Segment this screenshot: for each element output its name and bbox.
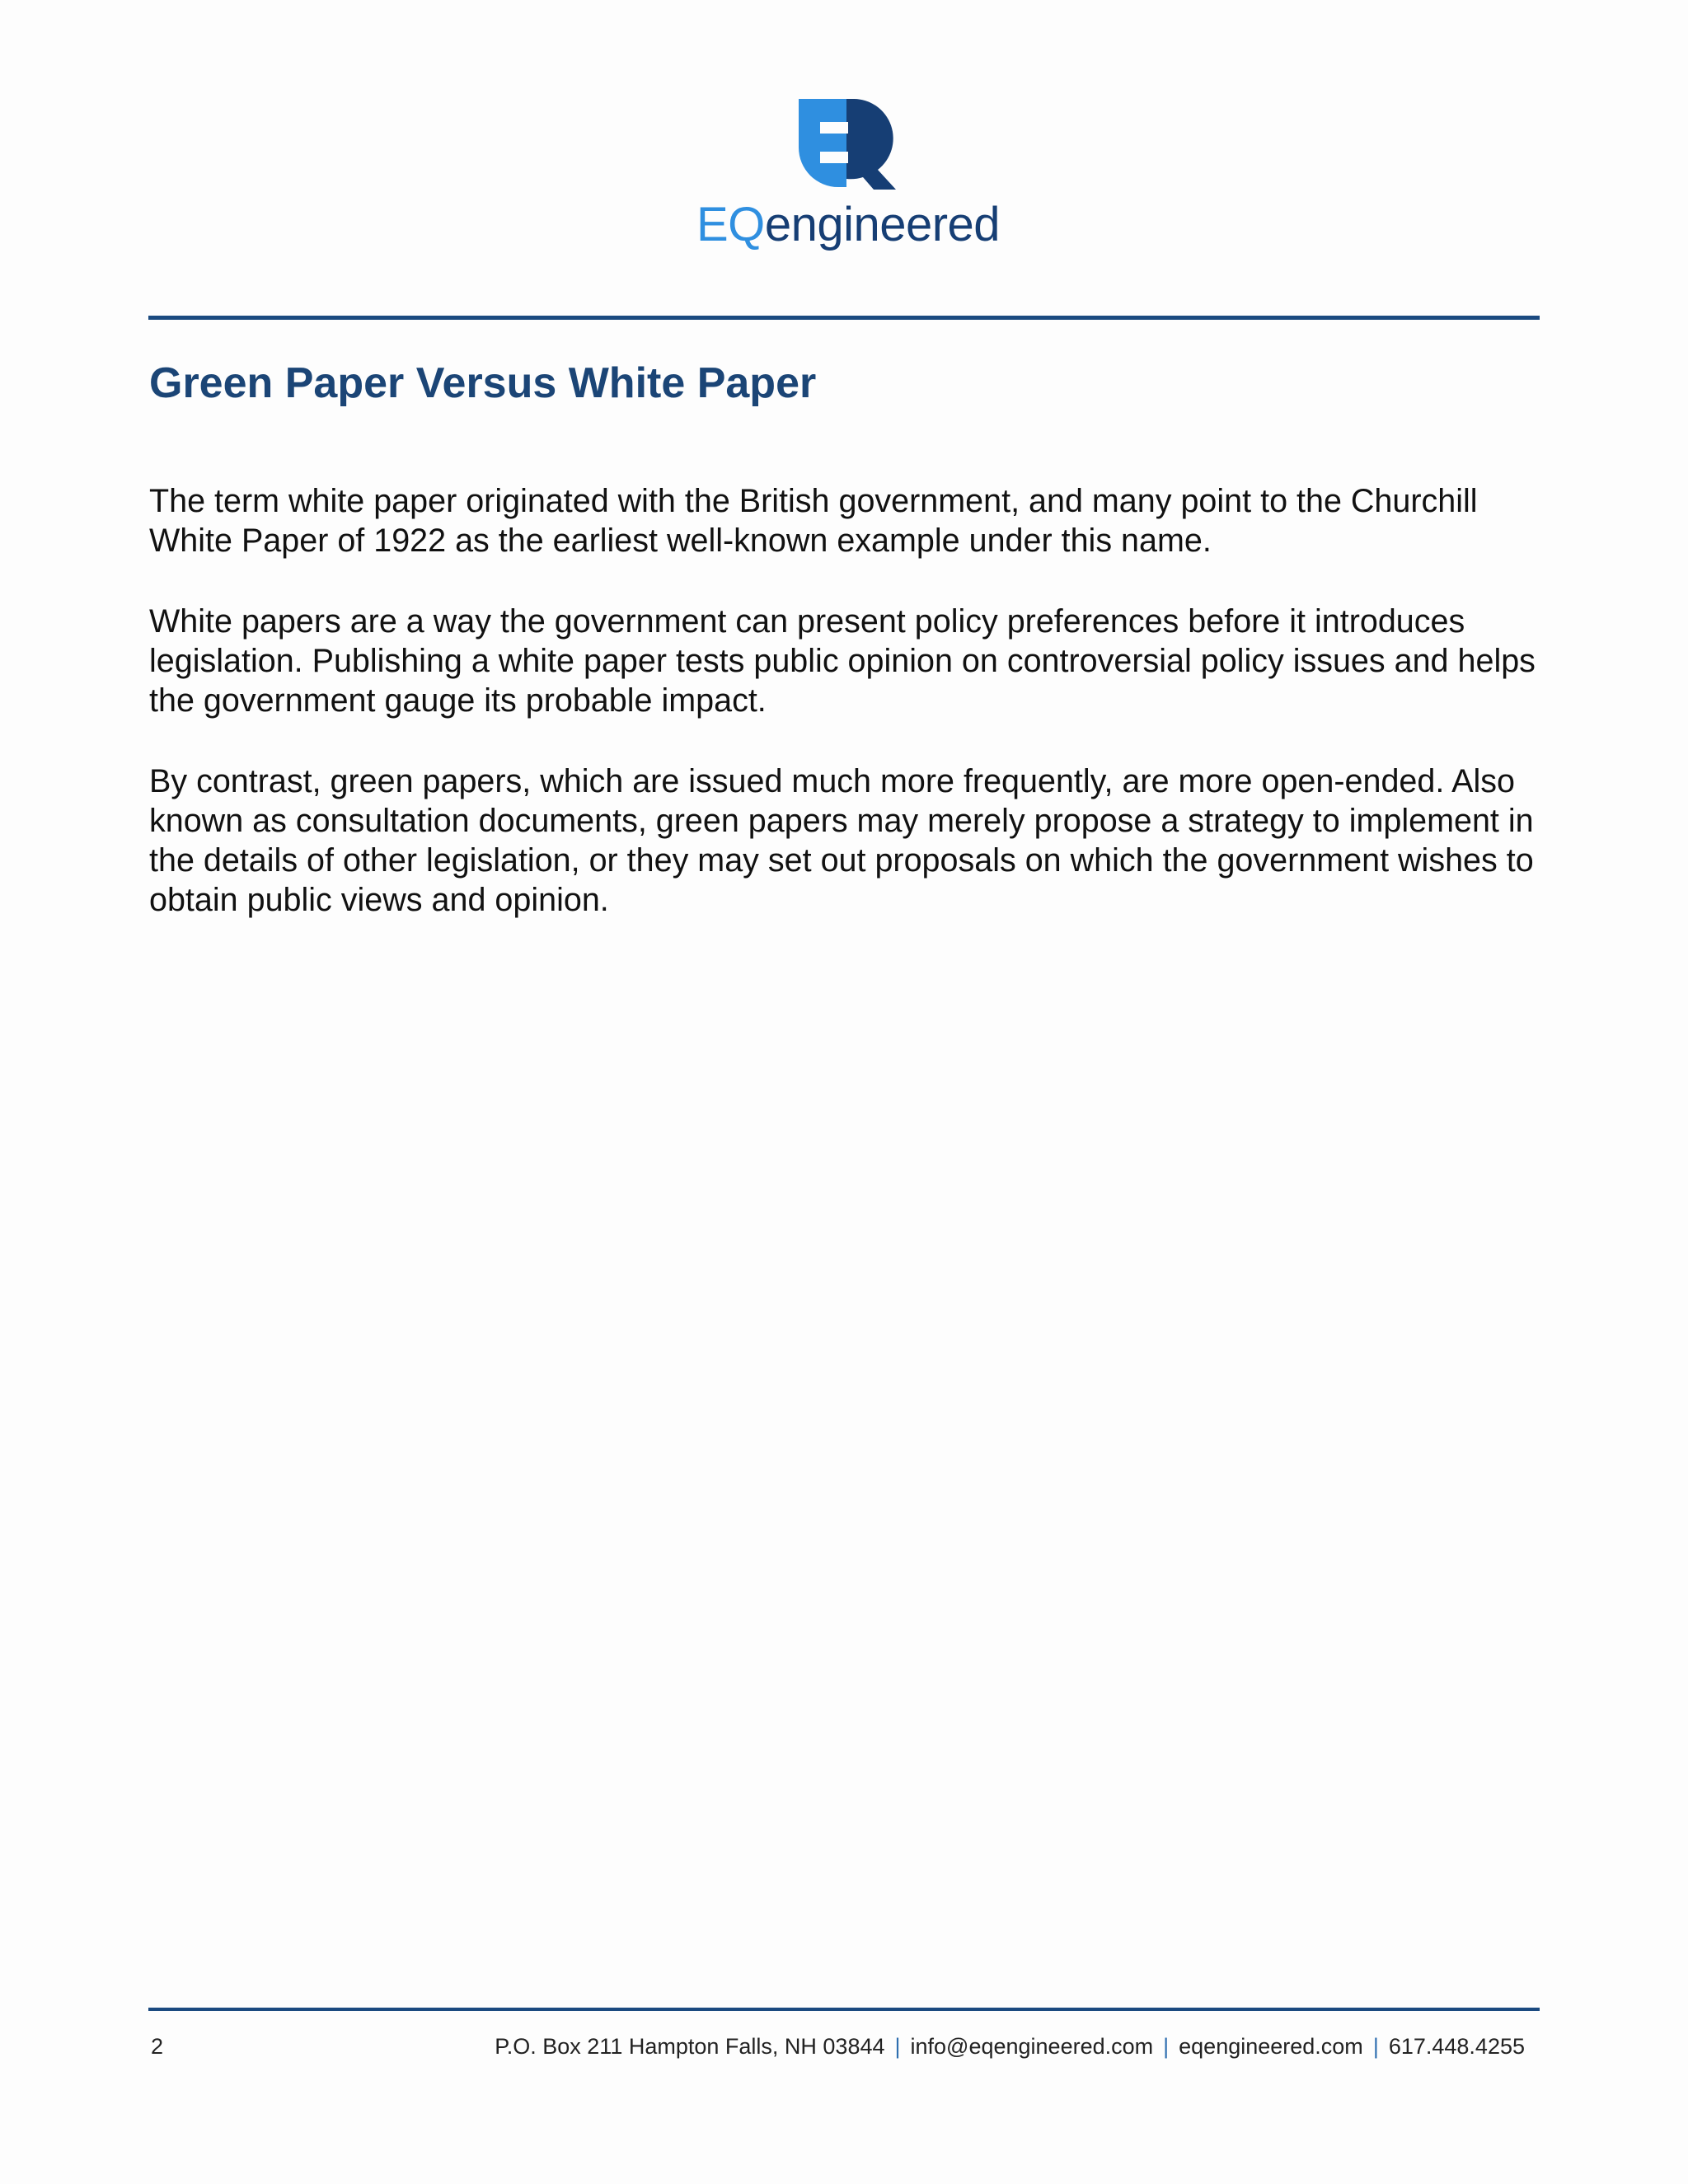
footer-contact — [495, 2032, 1525, 2060]
footer-address: P.O. Box 211 Hampton Falls, NH 03844 — [495, 2034, 885, 2059]
paragraph-1: The term white paper originated with the British government, and many point to the Churchill White Paper of 1922 as the earliest well-known example under this name. — [149, 483, 1478, 559]
footer-website[interactable]: eqengineered.com — [1179, 2034, 1363, 2059]
body-text — [149, 481, 1550, 961]
footer-separator: | — [1163, 2034, 1170, 2059]
footer-separator: | — [894, 2034, 901, 2059]
footer-separator: | — [1372, 2034, 1379, 2059]
paragraph-2: White papers are a way the government can present policy preferences before it introduces legislation. Publishing a white paper tests public opinion on controversial policy issues and helps the government gauge its probable impact. — [149, 603, 1536, 719]
footer-phone: 617.448.4255 — [1388, 2034, 1525, 2059]
page-title: Green Paper Versus White Paper — [149, 359, 817, 407]
eq-logo-mark-icon — [795, 99, 903, 194]
footer-email[interactable]: info@eqengineered.com — [910, 2034, 1154, 2059]
header-divider — [148, 316, 1540, 320]
page-number: 2 — [151, 2034, 164, 2059]
logo-text-engineered: engineered — [764, 198, 1001, 251]
logo-wordmark — [696, 196, 1001, 254]
footer-divider — [148, 2008, 1540, 2011]
company-logo — [696, 99, 1001, 264]
paragraph-3: By contrast, green papers, which are issued much more frequently, are more open-ended. Also known as consultation documents, green papers may merely propose a strategy to implement in the details of other legislation, or they may set out proposals on which the government wishes to obtain public views and opinion. — [149, 763, 1534, 918]
logo-text-eq: EQ — [696, 198, 765, 251]
